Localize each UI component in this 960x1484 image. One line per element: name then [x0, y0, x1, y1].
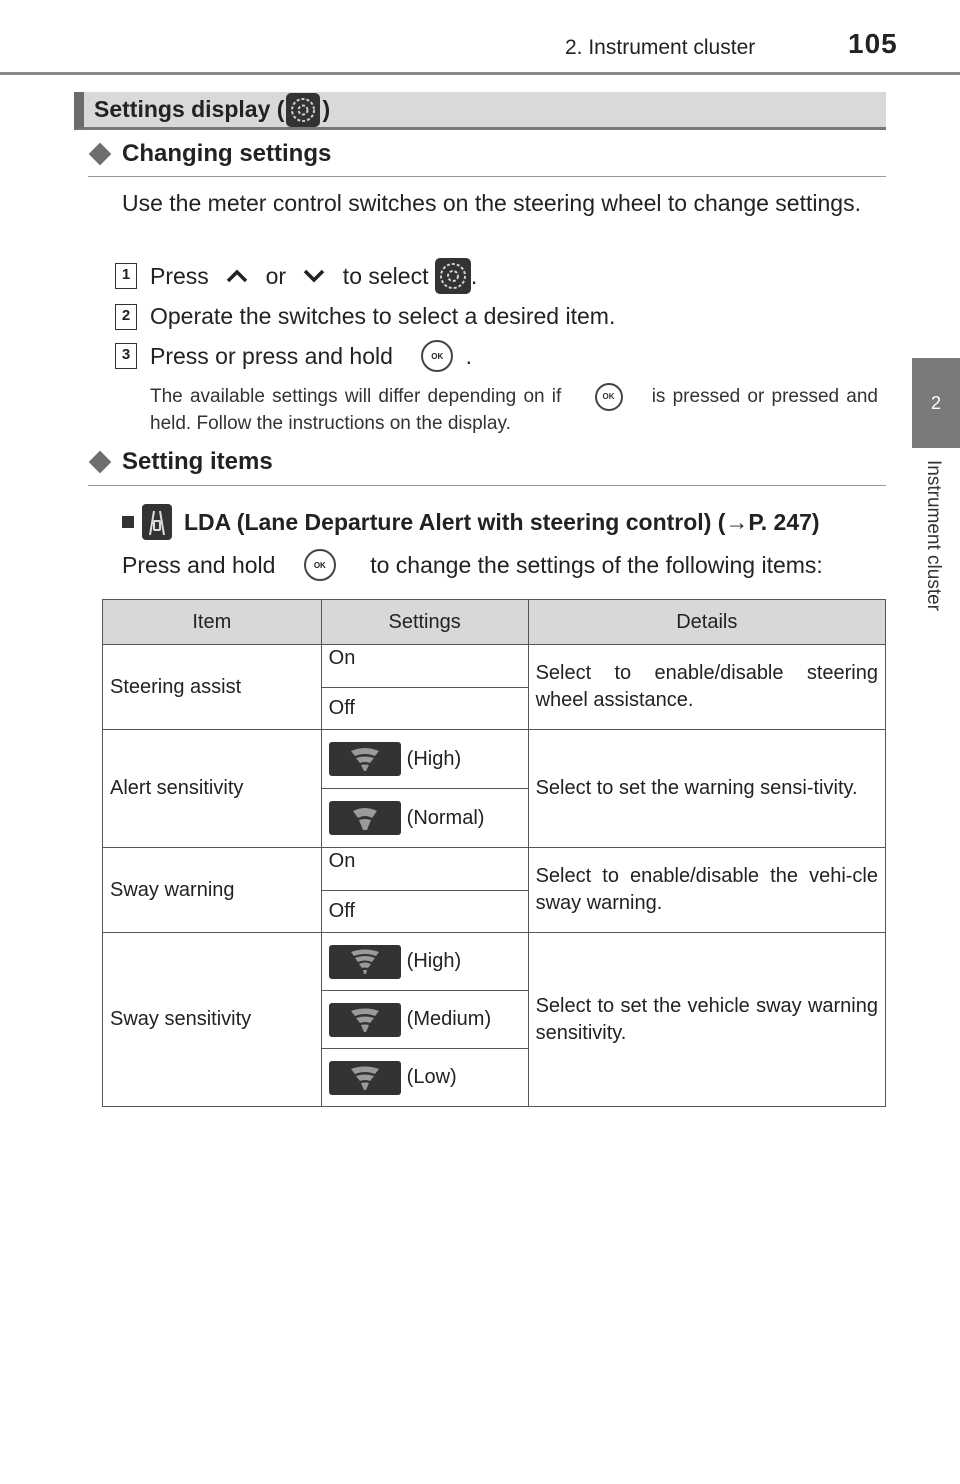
section-heading: [74, 92, 886, 130]
step-1: [115, 258, 477, 294]
setting-items-heading: [88, 448, 273, 476]
step-number: 2: [115, 304, 137, 330]
diamond-bullet-icon: [89, 143, 112, 166]
settings-note: [150, 383, 878, 437]
sensitivity-normal-icon: [329, 801, 401, 835]
setting-cell: [321, 1049, 528, 1107]
column-header-details: Details: [528, 600, 885, 645]
item-cell: Steering assist: [103, 645, 322, 730]
ok-button-icon: OK: [304, 549, 336, 581]
setting-label: (Low): [406, 1066, 457, 1088]
press-text: Press and hold: [122, 551, 282, 578]
ok-button-icon: OK: [421, 340, 453, 372]
header-rule: [0, 72, 960, 75]
step-number: 3: [115, 343, 137, 369]
chapter-title: 2. Instrument cluster: [565, 36, 756, 59]
intro-paragraph: Use the meter control switches on the steering wheel to change settings.: [122, 190, 861, 216]
step-text: Press or press and hold: [150, 342, 400, 369]
setting-cell: [321, 789, 528, 848]
changing-settings-label: Changing settings: [122, 140, 332, 167]
note-text: is pressed or pressed and held. Follow the instructions on the display.: [150, 386, 879, 434]
press-hold-line: [122, 549, 823, 581]
sensitivity-low-icon: [329, 1061, 401, 1095]
lda-title: LDA (Lane Departure Alert with steering control) (→P. 247): [184, 508, 820, 535]
sensitivity-high-icon: [329, 945, 401, 979]
table-header-row: [103, 600, 886, 645]
table-row: [103, 645, 886, 688]
details-cell: Select to enable/disable the vehi-cle sway warning.: [528, 848, 885, 933]
setting-cell: Off: [321, 688, 528, 730]
step-number: 1: [115, 263, 137, 289]
details-cell: Select to set the vehicle sway warning sensitivity.: [528, 933, 885, 1107]
chevron-up-icon: [219, 263, 255, 289]
table-row: [103, 933, 886, 991]
setting-label: (High): [406, 950, 462, 972]
sensitivity-high-icon: [329, 742, 401, 776]
setting-label: (Medium): [406, 1008, 492, 1030]
setting-cell: On: [321, 848, 528, 891]
step-3: [115, 340, 472, 372]
step-text: .: [470, 262, 478, 289]
press-text: to change the settings of the following items:: [363, 551, 823, 578]
square-bullet-icon: [122, 516, 134, 528]
section-title-end: ): [322, 96, 331, 122]
item-cell: Alert sensitivity: [103, 730, 322, 848]
changing-settings-heading: [88, 140, 331, 168]
step-2: [115, 303, 615, 330]
table-row: [103, 730, 886, 789]
column-header-item: Item: [103, 600, 322, 645]
step-text: Operate the switches to select a desired item.: [150, 303, 616, 329]
item-cell: Sway warning: [103, 848, 322, 933]
subheading-rule: [88, 485, 886, 486]
gear-settings-icon: [286, 93, 320, 127]
details-cell: Select to enable/disable steering wheel assistance.: [528, 645, 885, 730]
chevron-down-icon: [296, 263, 332, 289]
step-text: Press: [150, 262, 216, 289]
step-text: .: [459, 342, 473, 369]
note-text: The available settings will differ depending on if: [150, 386, 569, 408]
settings-table: [102, 599, 886, 1107]
subheading-rule: [88, 176, 886, 177]
setting-label: (Normal): [406, 806, 485, 829]
item-cell: Sway sensitivity: [103, 933, 322, 1107]
ok-button-icon: OK: [595, 383, 623, 411]
setting-cell: [321, 730, 528, 789]
lda-lane-icon: [142, 504, 172, 540]
setting-label: (High): [406, 747, 462, 770]
chapter-tab: 2: [912, 358, 960, 448]
step-text: to select: [336, 262, 435, 289]
details-cell: Select to set the warning sensi-tivity.: [528, 730, 885, 848]
setting-cell: On: [321, 645, 528, 688]
lda-heading: [122, 504, 820, 540]
chapter-tab-label: Instrument cluster: [923, 460, 944, 611]
step-text: or: [259, 262, 293, 289]
page-number: 105: [848, 28, 898, 59]
setting-cell: Off: [321, 891, 528, 933]
gear-settings-icon: [435, 258, 471, 294]
diamond-bullet-icon: [89, 451, 112, 474]
sensitivity-medium-icon: [329, 1003, 401, 1037]
table-row: [103, 848, 886, 891]
setting-items-label: Setting items: [122, 448, 273, 475]
section-title-start: Settings display (: [94, 96, 285, 122]
setting-cell: [321, 991, 528, 1049]
setting-cell: [321, 933, 528, 991]
column-header-settings: Settings: [321, 600, 528, 645]
